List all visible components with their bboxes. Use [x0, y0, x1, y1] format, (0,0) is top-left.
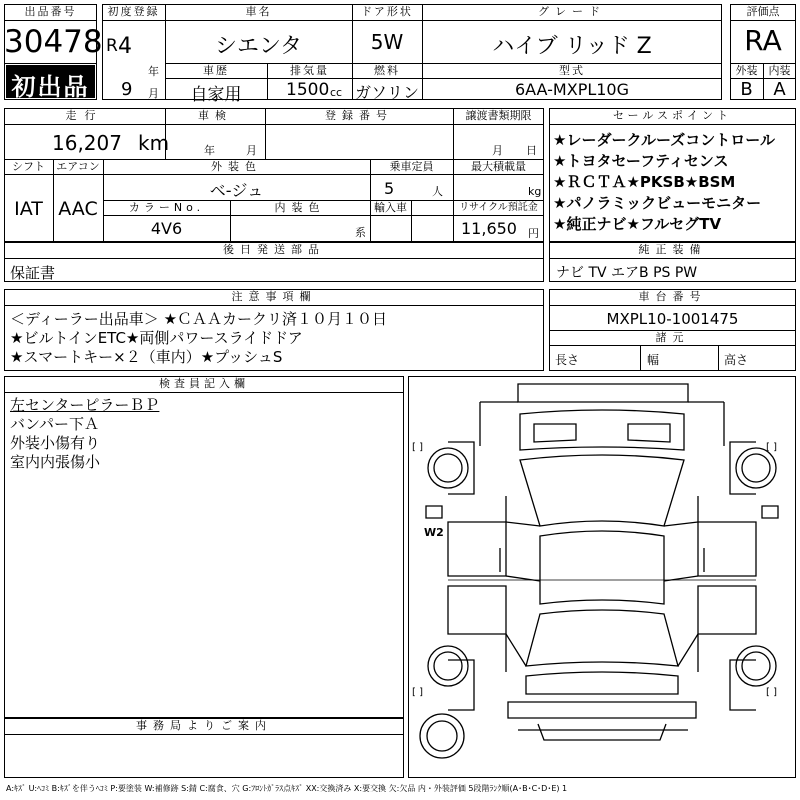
history-value: 自家用 — [190, 85, 242, 105]
bracket-mark: [ ] — [412, 442, 423, 453]
dimension-length-label: 長さ — [555, 353, 580, 367]
dimension-height-label: 高さ — [724, 353, 749, 367]
doors-label: ドア形状 — [361, 5, 413, 18]
registration-month-unit: 月 — [148, 87, 159, 100]
interior-grade-label: 内装 — [768, 64, 791, 77]
caution-line: ＜ディーラー出品車＞ ★ＣＡＡカークリ済１０月１０日 — [10, 310, 388, 328]
lot-label: 出品番号 — [24, 5, 77, 18]
aircon-value: AAC — [58, 198, 98, 220]
recycle-unit: 円 — [528, 227, 539, 240]
interior-grade-value: A — [773, 79, 786, 100]
bracket-mark: [ ] — [412, 687, 423, 698]
damage-mark-w2: W2 — [424, 526, 444, 539]
sales-point-item: ★パノラミックビューモニター — [553, 194, 762, 212]
later-parts-label: 後日発送部品 — [223, 243, 325, 256]
sales-point-item: ★ＲＣＴＡ★PKSB★BSM — [553, 173, 736, 191]
bracket-mark: [ ] — [766, 687, 777, 698]
registration-year: 4 — [118, 34, 132, 59]
inspector-line: バンパー下Ａ — [10, 415, 99, 433]
sales-points-label: セールスポイント — [612, 109, 732, 122]
chassis-value: MXPL10-1001475 — [606, 310, 739, 328]
registration-label: 初度登録 — [107, 5, 160, 18]
later-parts-value: 保証書 — [10, 264, 56, 282]
office-notice-label: 事務局よりご案内 — [136, 719, 272, 732]
mileage-value: 16,207 — [52, 131, 122, 155]
model-code-label: 型式 — [559, 64, 585, 77]
car-damage-diagram — [408, 376, 796, 778]
inspection-month-unit: 月 — [246, 144, 257, 157]
transfer-day-unit: 日 — [526, 144, 537, 157]
inspection-year-unit: 年 — [204, 144, 215, 157]
fuel-value: ガソリン — [354, 83, 419, 102]
score-value: RA — [744, 24, 782, 57]
recycle-value: 11,650 — [461, 219, 517, 238]
capacity-value: 5 — [384, 179, 395, 198]
shift-label: シフト — [12, 160, 45, 173]
shift-value: IAT — [14, 198, 43, 220]
mileage-unit: km — [138, 131, 170, 155]
transfer-deadline-label: 譲渡書類期限 — [465, 109, 532, 122]
car-name-value: シエンタ — [214, 34, 303, 59]
exterior-color-label: 外装色 — [211, 160, 262, 173]
inspector-line: 室内内張傷小 — [10, 453, 101, 471]
grade-label: グレード — [538, 5, 606, 18]
max-load-label: 最大積載量 — [471, 160, 526, 173]
dimension-width-label: 幅 — [647, 353, 660, 367]
model-code-value: 6AA-MXPL10G — [514, 80, 630, 99]
sales-point-item: ★トヨタセーフティセンス — [553, 152, 729, 170]
plate-label: 登録番号 — [325, 109, 393, 122]
legend-text: A:ｷｽﾞ U:ﾍｺﾐ B:ｷｽﾞを伴うﾍｺﾐ P:要塗装 W:補修跡 S:錆 C:腐食、穴 G:ﾌﾛﾝﾄｶﾞﾗｽ点ｷｽﾞ XX:交換済み X:要交換 欠:欠品 内・外装評価 5段階ﾗﾝｸ順(A･B･C･D･E) 1 — [6, 784, 568, 793]
displacement-unit: cc — [330, 86, 343, 99]
exterior-grade-value: B — [740, 79, 753, 100]
color-no-value: 4V6 — [150, 219, 183, 238]
inspector-notes — [10, 396, 400, 472]
bracket-mark: [ ] — [766, 442, 777, 453]
doors-value: 5W — [370, 30, 404, 54]
caution-line: ★ビルトインETC★両側パワースライドドア — [10, 329, 303, 347]
dimensions-label: 諸元 — [655, 331, 690, 344]
transfer-month-unit: 月 — [492, 144, 503, 157]
registration-era: R — [106, 36, 118, 56]
score-label: 評価点 — [746, 5, 780, 18]
exterior-grade-label: 外装 — [735, 64, 758, 77]
max-load-unit: kg — [528, 185, 542, 198]
history-label: 車歴 — [203, 64, 229, 77]
chassis-label: 車台番号 — [638, 290, 707, 303]
first-listing-text: 初出品 — [11, 73, 90, 101]
inspection-label: 車検 — [198, 109, 232, 122]
displacement-label: 排気量 — [290, 64, 329, 77]
genuine-equipment-value: ナビ TV エアB PS PW — [556, 265, 698, 281]
genuine-equipment-label: 純正装備 — [638, 243, 707, 256]
inspector-line: 左センターピラーＢＰ — [10, 396, 160, 414]
fuel-label: 燃料 — [374, 64, 400, 77]
registration-year-unit: 年 — [148, 65, 159, 78]
registration-month: 9 — [121, 79, 133, 100]
capacity-unit: 人 — [432, 185, 443, 198]
inspector-label: 検査員記入欄 — [159, 377, 249, 390]
caution-notes — [10, 310, 540, 367]
capacity-label: 乗車定員 — [389, 160, 434, 173]
caution-line: ★スマートキー×２（車内）★プッシュS — [10, 348, 283, 366]
displacement-value: 1500 — [286, 80, 330, 100]
mileage-label: 走行 — [65, 109, 104, 122]
caution-label: 注意事項欄 — [231, 290, 317, 303]
interior-color-label: 内装色 — [274, 201, 326, 214]
interior-color-suffix: 系 — [355, 226, 366, 239]
sales-points-list — [553, 130, 795, 235]
aircon-label: エアコン — [56, 160, 100, 173]
color-no-label: カラーNo. — [128, 201, 205, 214]
import-label: 輸入車 — [374, 201, 407, 214]
lot-number: 30478 — [4, 24, 103, 60]
inspector-line: 外装小傷有り — [10, 434, 101, 452]
sales-point-item: ★純正ナビ★フルセグTV — [553, 215, 722, 233]
sales-point-item: ★レーダークルーズコントロール — [553, 131, 775, 149]
car-name-label: 車名 — [245, 5, 272, 18]
recycle-label: リサイクル預託金 — [459, 202, 538, 213]
grade-value: ハイブ リッド Z — [492, 34, 652, 59]
exterior-color-value: ベ-ジュ — [209, 181, 264, 200]
